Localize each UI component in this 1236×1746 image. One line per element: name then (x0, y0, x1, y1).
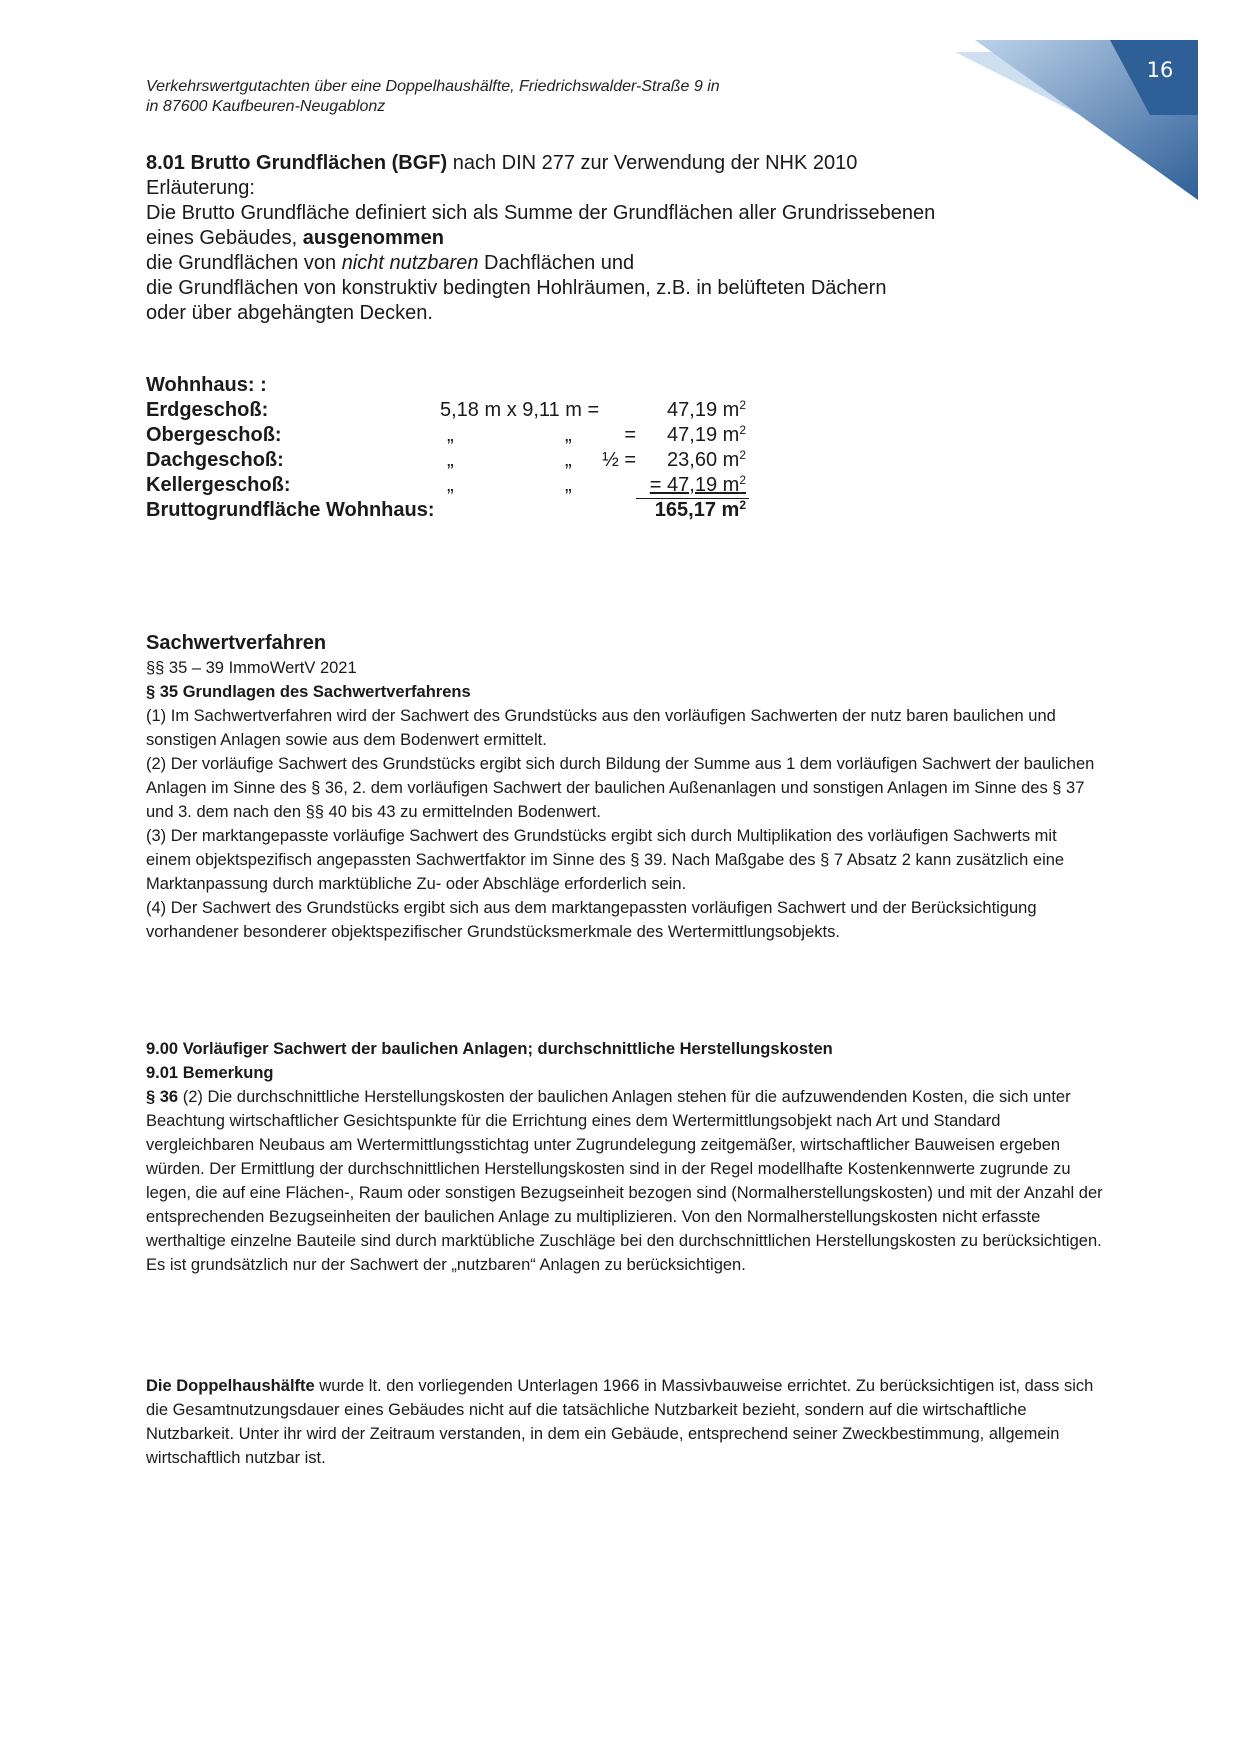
sachwert-law: §§ 35 – 39 ImmoWertV 2021 (146, 659, 357, 677)
section-801 (146, 151, 1106, 326)
dhh-lead: Die Doppelhaushälfte (146, 1377, 315, 1395)
section-900-heading: 9.00 Vorläufiger Sachwert der baulichen Anlagen; durchschnittliche Herstellungskosten (146, 1040, 833, 1058)
dhh-text: wurde lt. den vorliegenden Unterlagen 1966 in Massivbauweise errichtet. Zu berücksichtigen ist, dass sich die Gesamtnutzungsdauer eines Gebäudes nicht auf die tatsächliche Nutzbarkeit bezieht, sondern auf die wirtschaftliche Nutzbarkeit. Unter ihr wird der Zeitraum verstanden, in dem ein Gebäude, entsprechend seiner Zweckbestimmung, allgemein wirtschaftlich nutzbar ist. (146, 1377, 1094, 1467)
section-801-title (146, 151, 1106, 176)
area-calculation (146, 373, 766, 523)
sachwert-paragraph-4: (4) Der Sachwert des Grundstücks ergibt sich aus dem marktangepassten vorläufigen Sachwert und der Berücksichtigung vorhandener besonderer objektspezifischer Grundstücksmerkmale des Wertermittlungsobjekts. (146, 899, 1037, 941)
section-801-line-5: oder über abgehängten Decken. (146, 302, 433, 324)
ditto-mark: „ (447, 449, 454, 471)
ditto-mark: „ (447, 474, 454, 496)
section-doppelhaushaelfte (146, 1374, 1106, 1470)
ditto-mark: „ (565, 474, 572, 496)
section-900 (146, 1037, 1106, 1277)
sachwert-paragraph-2: (2) Der vorläufige Sachwert des Grundstücks ergibt sich durch Bildung der Summe aus 1 dem vorläufigen Sachwert der baulichen Anlagen im Sinne des § 36, 2. dem vorläufigen Sachwert der baulichen Außenanlagen und sonstigen Anlagen im Sinne des § 37 und 3. dem nach den §§ 40 bis 43 zu ermittelnden Bodenwert. (146, 755, 1095, 821)
calc-total-row (146, 498, 766, 523)
calc-total-value: 165,17 $m^2$ (654, 498, 746, 521)
section-901-lead: § 36 (146, 1088, 179, 1106)
calc-value: = 47,19 $m^2$ (649, 473, 746, 496)
calc-heading-row (146, 373, 766, 398)
page-header (146, 77, 906, 117)
calc-row-dg (146, 448, 766, 473)
section-801-line-3c: Dachflächen und (478, 252, 635, 274)
section-801-line-1: Die Brutto Grundfläche definiert sich als Summe der Grundflächen aller Grundrissebenen (146, 202, 936, 224)
calc-label: Obergeschoß: (146, 424, 282, 446)
section-901-note: Es ist grundsätzlich nur der Sachwert der „nutzbaren“ Anlagen zu berücksichtigen. (146, 1256, 746, 1274)
calc-operator: ½ = (602, 449, 636, 471)
sachwert-title: Sachwertverfahren (146, 632, 327, 654)
calc-value: 23,60 $m^2$ (667, 448, 746, 471)
section-801-label: Erläuterung: (146, 177, 255, 199)
calc-value: 47,19 $m^2$ (667, 398, 746, 421)
section-801-line-2b: ausgenommen (302, 227, 444, 249)
section-801-line-3b: nicht nutzbaren (341, 252, 479, 274)
dhh-paragraph (146, 1374, 1106, 1470)
page-number: 16 (1146, 58, 1174, 82)
calc-label: Kellergeschoß: (146, 474, 291, 496)
section-901-body (146, 1085, 1106, 1253)
calc-value: 47,19 $m^2$ (667, 423, 746, 446)
section-801-line-3a: die Grundflächen von (146, 252, 342, 274)
total-separator-line (636, 498, 749, 499)
calc-label: Dachgeschoß: (146, 449, 284, 471)
section-801-line-2a: eines Gebäudes, (146, 227, 303, 249)
section-801-number: 8.01 (146, 152, 185, 174)
sachwert-subtitle: § 35 Grundlagen des Sachwertverfahrens (146, 683, 471, 701)
section-801-title-bold: Brutto Grundflächen (BGF) (190, 152, 448, 174)
calc-heading: Wohnhaus: : (146, 374, 267, 396)
section-801-line-2 (146, 226, 1106, 251)
ditto-mark: „ (565, 424, 572, 446)
ditto-mark: „ (447, 424, 454, 446)
calc-operator: = (624, 424, 636, 446)
calc-dimensions: 5,18 m x 9,11 m = (440, 399, 600, 421)
calc-total-label: Bruttogrundfläche Wohnhaus: (146, 499, 435, 521)
header-line-1: Verkehrswertgutachten über eine Doppelhaushälfte, Friedrichswalder-Straße 9 in (146, 78, 720, 95)
calc-row-kg (146, 473, 766, 498)
ditto-mark: „ (565, 449, 572, 471)
calc-row-og (146, 423, 766, 448)
section-sachwertverfahren (146, 630, 1096, 944)
section-801-line-4: die Grundflächen von konstruktiv bedingten Hohlräumen, z.B. in belüfteten Dächern (146, 277, 887, 299)
sachwert-paragraph-1: (1) Im Sachwertverfahren wird der Sachwert des Grundstücks aus den vorläufigen Sachwerten der nutz baren baulichen und sonstigen Anlagen sowie aus dem Bodenwert ermittelt. (146, 707, 1056, 749)
header-line-2: in 87600 Kaufbeuren-Neugablonz (146, 98, 386, 115)
section-801-line-3 (146, 251, 1106, 276)
section-901-text: (2) Die durchschnittliche Herstellungskosten der baulichen Anlagen stehen für die aufzuwendenden Kosten, die sich unter Beachtung wirtschaftlicher Gesichtspunkte für die Errichtung eines dem Wertermittlungsobjekt nach Art und Standard vergleichbaren Neubaus am Wertermittlungsstichtag unter Zugrundelegung zeitgemäßer, wirtschaftlicher Bauweisen ergeben würden. Der Ermittlung der durchschnittlichen Herstellungskosten sind in der Regel modellhafte Kostenkennwerte zugrunde zu legen, die auf eine Flächen-, Raum oder sonstigen Bezugseinheit bezogen sind (Normalherstellungskosten) und mit der Anzahl der entsprechenden Bezugseinheiten der baulichen Anlage zu multiplizieren. Von den Normalherstellungskosten nicht erfasste werthaltige einzelne Bauteile sind durch marktübliche Zuschläge bei den durchschnittlichen Herstellungskosten zu berücksichtigen. (146, 1088, 1103, 1250)
calc-row-eg (146, 398, 766, 423)
sachwert-paragraph-3: (3) Der marktangepasste vorläufige Sachwert des Grundstücks ergibt sich durch Multiplikation des vorläufigen Sachwerts mit einem objektspezifisch angepassten Sachwertfaktor im Sinne des § 39. Nach Maßgabe des § 7 Absatz 2 kann zusätzlich eine Marktanpassung durch marktübliche Zu- oder Abschläge erforderlich sein. (146, 827, 1065, 893)
section-801-title-rest: nach DIN 277 zur Verwendung der NHK 2010 (447, 152, 858, 174)
section-901-heading: 9.01 Bemerkung (146, 1064, 274, 1082)
calc-label: Erdgeschoß: (146, 399, 269, 421)
